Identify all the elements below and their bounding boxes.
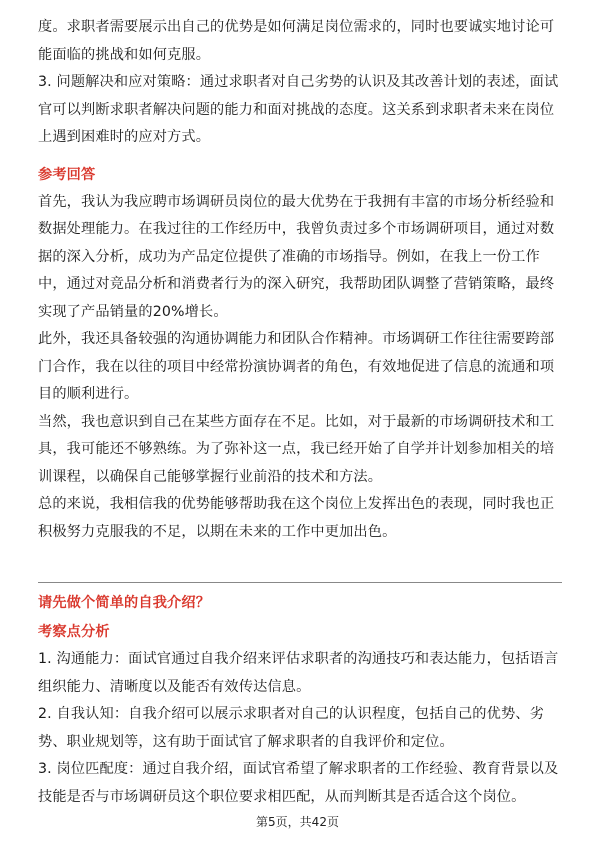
analysis-point: 3. 岗位匹配度：通过自我介绍，面试官希望了解求职者的工作经验、教育背景以及技能是否与市场调研员这个职位要求相匹配，从而判断其是否适合这个岗位。 <box>38 761 559 805</box>
paragraph-continued: 度。求职者需要展示出自己的优势是如何满足岗位需求的，同时也要诚实地讨论可能面临的挑战和如何克服。 <box>38 19 555 63</box>
answer-heading: 参考回答 <box>38 166 96 183</box>
divider-top <box>38 582 562 583</box>
answer-paragraph: 总的来说，我相信我的优势能够帮助我在这个岗位上发挥出色的表现，同时我也正积极努力克服我的不足，以期在未来的工作中更加出色。 <box>38 496 555 540</box>
analysis-heading: 考察点分析 <box>38 624 110 640</box>
answer-paragraph: 当然，我也意识到自己在某些方面存在不足。比如，对于最新的市场调研技术和工具，我可能还不够熟练。为了弥补这一点，我已经开始了自学并计划参加相关的培训课程，以确保自己能够掌握行业前沿的技术和方法。 <box>38 413 555 485</box>
paragraph-point-3: 3. 问题解决和应对策略：通过求职者对自己劣势的认识及其改善计划的表述，面试官可以判断求职者解决问题的能力和面对挑战的态度。这关系到求职者未来在岗位上遇到困难时的应对方式。 <box>38 74 559 145</box>
question-title: 请先做个简单的自我介绍？ <box>38 595 211 611</box>
answer-paragraph: 首先，我认为我应聘市场调研员岗位的最大优势在于我拥有丰富的市场分析经验和数据处理能力。在我过往的工作经历中，我曾负责过多个市场调研项目，通过对数据的深入分析，成功为产品定位提供了准确的市场指导。例如，在我上一份工作中，通过对竞品分析和消费者行为的深入研究，我帮助团队调整了营销策略，最终实现了产品销量的20%增长。 <box>38 193 555 320</box>
analysis-point: 2. 自我认知：自我介绍可以展示求职者对自己的认识程度，包括自己的优势、劣势、职业规划等，这有助于面试官了解求职者的自我评价和定位。 <box>38 706 544 750</box>
analysis-point: 1. 沟通能力：面试官通过自我介绍来评估求职者的沟通技巧和表达能力，包括语言组织能力、清晰度以及能否有效传达信息。 <box>38 651 559 695</box>
document-page <box>38 14 562 546</box>
answer-paragraph: 此外，我还具备较强的沟通协调能力和团队合作精神。市场调研工作往往需要跨部门合作，我在以往的项目中经常扮演协调者的角色，有效地促进了信息的流通和项目的顺利进行。 <box>38 331 555 402</box>
question-section <box>38 590 562 811</box>
page-number: 第5页，共42页 <box>256 815 339 829</box>
